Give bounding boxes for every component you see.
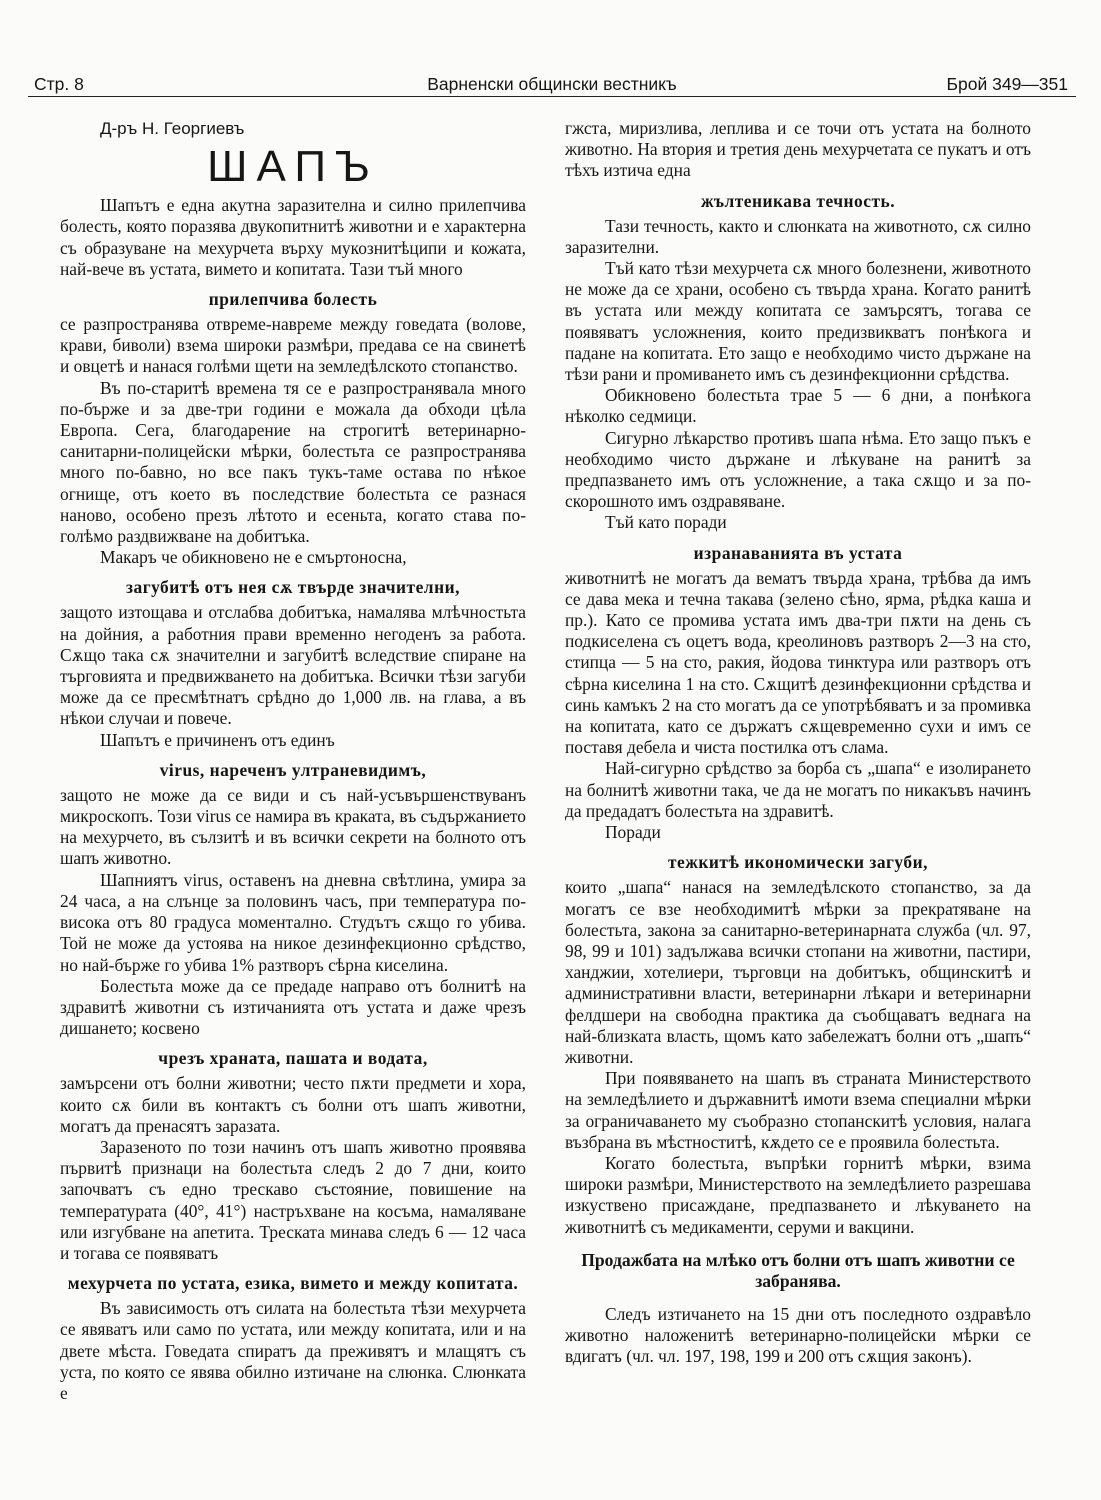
subheading: жълтеникава течность.: [700, 190, 896, 211]
paragraph: защото изтощава и отслабва добитъка, намалява млѣчностьта на дойния, а работния прави временно негоденъ за работа. Сѫщо така сѫ значителни и загубитѣ вследствие спиране на търговията и предвижването на добитъка. Всички тѣзи загуби може да се пресмѣтнатъ срѣдно до 1,000 лв. на глава, а въ нѣкои случаи и повече.: [60, 602, 526, 729]
paragraph: Въ зависимость отъ силата на болестьта тѣзи мехурчета се явяватъ или само по устата, или между копитата, или и на двете мѣста. Говедата спиратъ да преживятъ и млащятъ съ уста, по която се явява обилно изтичане на слюнка. Слюнката е: [60, 1298, 526, 1403]
subheading: прилепчива болесть: [208, 289, 378, 310]
subheading: чрезъ храната, пашата и водата,: [158, 1048, 428, 1069]
subheading: мехурчета по устата, езика, вимето и между копитата.: [67, 1273, 519, 1294]
left-column: [60, 118, 526, 1404]
paragraph: Болестьта може да се предаде направо отъ болнитѣ на здравитѣ животни съ изтичанията отъ устата и даже чрезъ дишането; косвено: [60, 975, 526, 1039]
paragraph: Най-сигурно срѣдство за борба съ „шапа“ е изолирането на болнитѣ животни така, че да не могатъ по никакъвъ начинъ да предадатъ болестьта на здравитѣ.: [565, 758, 1031, 821]
paragraph: При появяването на шапъ въ страната Министерството на земледѣлието и държавнитѣ имоти взема специални мѣрки за ограничаването му съобразно стопанскитѣ условия, налага възбрана въ мѣстноститѣ, кѫдето се е проявила болестьта.: [565, 1068, 1031, 1152]
subheading: тежкитѣ икономически загуби,: [668, 852, 928, 873]
paragraph: Тази течность, както и слюнката на животното, сѫ силно заразителни.: [565, 215, 1031, 257]
paragraph: Въ по-старитѣ времена тя се е разпространявала много по-бърже и за две-три години е можала да обходи цѣла Европа. Сега, благодарение на строгитѣ ветеринарно-санитарни-полицейски мѣрки, болестьта се разпространява много по-бавно, но все пакъ тукъ-таме остава по нѣкое огнище, отъ което въ последствие болестьта се разнася наново, особено презъ лѣтото и есеньта, когато става по-голѣмо раздвижване на добитъка.: [60, 377, 526, 547]
section-heading: Продажбата на млѣко отъ болни отъ шапъ животни се забранява.: [581, 1249, 1015, 1291]
right-column: [565, 118, 1031, 1367]
paragraph: гжста, миризлива, леплива и се точи отъ устата на болното животно. На втория и третия день мехурчетата се пукатъ и отъ тѣхъ изтича една: [565, 118, 1031, 181]
paragraph: Когато болестьта, въпрѣки горнитѣ мѣрки, взима широки размѣри, Министерството на земледѣлието разрешава изкуствено присаждане, предпазването и лѣкуването на животнитѣ съ медикаменти, серуми и вакцини.: [565, 1152, 1031, 1237]
paragraph: Заразеното по този начинъ отъ шапъ животно проявява първитѣ признаци на болестьта следъ 2 до 7 дни, които започватъ съ едно трескаво състояние, повишение на температурата (40°, 41°) настръхване на косъма, намаляване или изгубване на апетита. Треската минава следъ 6 — 12 часа и тогава се появяватъ: [60, 1136, 526, 1263]
article-title: ШАПЪ: [207, 142, 379, 192]
paragraph: Сигурно лѣкарство противъ шапа нѣма. Ето защо пъкъ е необходимо чисто държане и лѣкуване на ранитѣ за предпазването имъ отъ усложнение, а така сѫщо и за по-скорошното имъ оздравяване.: [565, 427, 1031, 512]
paragraph: Макаръ че обикновено не е смъртоносна,: [100, 547, 407, 568]
paragraph: Шапниятъ virus, оставенъ на дневна свѣтлина, умира за 24 часа, а на слънце за половинъ часъ, при температура по-висока отъ 80 градуса моментално. Студътъ сѫщо го убива. Той не може да устоява на никое дезинфекционно срѣдство, но най-бърже го убива 1% разтворъ сѣрна киселина.: [60, 869, 526, 975]
newspaper-title: Варненски общински вестникъ: [427, 74, 677, 94]
issue-number: Брой 349—351: [946, 74, 1068, 94]
paragraph: които „шапа“ нанася на земледѣлското стопанство, за да могатъ се взе необходимитѣ мѣрки за прекратяване на болестьта, закона за санитарно-ветеринарната служба (чл. 97, 98, 99 и 101) задължава всички стопани на животни, пастири, ханджии, хотелиери, търговци на добитъкъ, общинскитѣ и административни власти, ветеринарни лѣкари и ветеринарни фелдшери на свободна практика да съобщаватъ веднага на най-близката власть, щомъ като забележатъ болни отъ „шапъ“ животни.: [565, 877, 1031, 1067]
paragraph: Шапътъ е една акутна заразителна и силно прилепчива болесть, която поразява двукопитнитѣ животни и е характерна съ образуване на мехурчета върху мукознитѣципи и кожата, най-вече въ устата, вимето и копитата. Тази тъй много: [60, 195, 526, 279]
paragraph: Обикновено болестьта трае 5 — 6 дни, а понѣкога нѣколко седмици.: [565, 385, 1031, 427]
paragraph: Шапътъ е причиненъ отъ единъ: [100, 729, 335, 750]
paragraph: Следъ изтичането на 15 дни отъ последното оздравѣло животно наложенитѣ ветеринарно-полицейски мѣрки се вдигатъ (чл. чл. 197, 198, 199 и 200 отъ сѫщия законъ).: [565, 1303, 1031, 1367]
paragraph: защото не може да се види и съ най-усъвършенствуванъ микроскопъ. Този virus се намира въ краката, въ съдържанието на мехурчето, въ сълзитѣ и въ всички секрети на болното отъ шапъ животно.: [60, 784, 526, 869]
page-number: Стр. 8: [34, 74, 84, 94]
paragraph: Поради: [605, 822, 661, 843]
paragraph: се разпространява отвреме-навреме между говедата (волове, крави, биволи) взема широки размѣри, предава се на свинетѣ и овцетѣ и нанася голѣми щети на земледѣлското стопанство.: [60, 314, 526, 377]
subheading: изранаванията въ устата: [693, 542, 903, 563]
subheading: virus, нареченъ ултраневидимъ,: [159, 759, 427, 780]
page-header: [28, 72, 1076, 97]
paragraph: замърсени отъ болни животни; често пѫти предмети и хора, които сѫ били въ контактъ съ болни отъ шапъ животни, могатъ да пренасятъ заразата.: [60, 1073, 526, 1136]
paragraph: животнитѣ не могатъ да вематъ твърда храна, трѣбва да имъ се дава мека и течна такава (зелено сѣно, ярма, рѣдка каша и пр.). Като се промива устата имъ два-три пѫти на день съ подкиселена съ оцетъ вода, креолиновъ разтворъ 2—3 на сто, стипца — 5 на сто, ракия, йодова тинктура или разтворъ отъ сѣрна киселина 1 на сто. Сѫщитѣ дезинфекционни срѣдства и синь камъкъ 2 на сто могатъ да се употрѣбяватъ и за промивка на копитата, като се държатъ сѫщевременно сухи и имъ се поставя дебела и чиста постилка отъ слама.: [565, 567, 1031, 758]
paragraph: Тъй като поради: [605, 512, 727, 533]
subheading: загубитѣ отъ нея сѫ твърде значителни,: [126, 577, 460, 598]
paragraph: Тъй като тѣзи мехурчета сѫ много болезнени, животното не може да се храни, особено съ твърда храна. Когато ранитѣ въ устата или между копитата се замърсятъ, тогава се появяватъ усложнения, които предизвикватъ понѣкога и падане на копитата. Ето защо е необходимо чисто държане на тѣзи рани и промиването имъ съ дезинфекционни срѣдства.: [565, 258, 1031, 385]
article-author: Д-ръ Н. Георгиевъ: [100, 119, 245, 138]
